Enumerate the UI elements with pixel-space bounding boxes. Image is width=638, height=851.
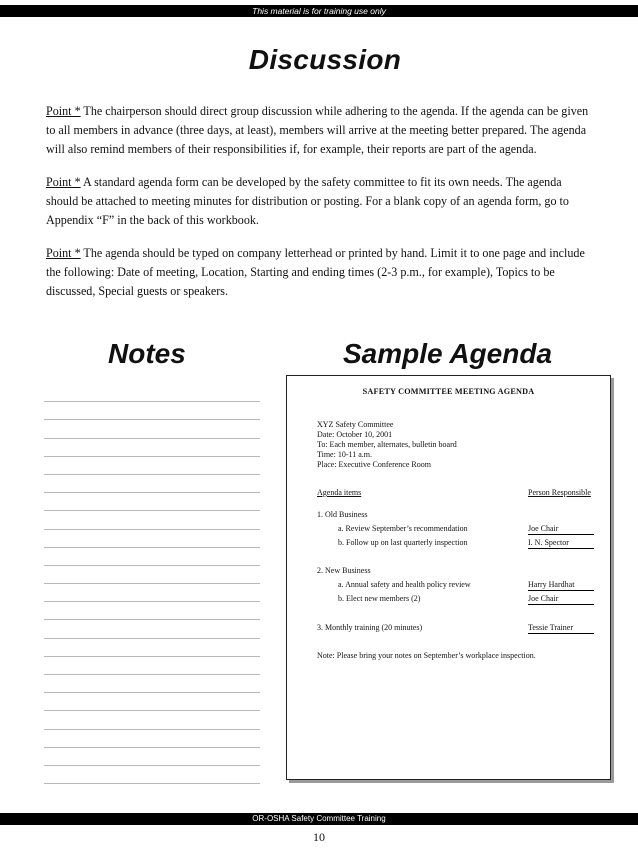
note-line [44,620,260,638]
note-line [44,657,260,675]
person-responsible-header: Person Responsible [528,488,591,497]
note-line [44,766,260,784]
sample-agenda-form [286,375,611,780]
agenda-note [317,651,594,661]
note-line [44,493,260,511]
note-line [44,711,260,729]
agenda-item [317,623,594,633]
agenda-subitem-label: a. Review September’s recommendation [338,524,468,533]
agenda-subitem-label: b. Follow up on last quarterly inspection [338,538,468,547]
responsible-person: Joe Chair [528,524,594,535]
page-number: 10 [313,830,325,844]
agenda-column-headers [317,488,594,498]
point-prefix: Point * [46,175,81,189]
note-line [44,530,260,548]
agenda-info-line: Time: 10-11 a.m. [317,450,372,459]
point-text: The chairperson should direct group discussion while adhering to the agenda. If the agenda can be given to all members in advance (three days, at least), members will arrive at the meeting better prepared. The agenda will also remind members of their responsibilities if, for example, their reports are part of the agenda. [46,104,589,156]
agenda-item-label: 2. New Business [317,566,371,575]
discussion-point [46,102,596,159]
agenda-form-title: SAFETY COMMITTEE MEETING AGENDA [362,387,535,396]
discussion-point [46,244,596,301]
discussion-point [46,173,596,230]
responsible-person: Tessie Trainer [528,623,594,634]
note-line [44,511,260,529]
agenda-info-line: Place: Executive Conference Room [317,460,431,469]
note-line [44,748,260,766]
note-line [44,420,260,438]
note-line [44,730,260,748]
note-line [44,439,260,457]
agenda-meeting-info [317,420,457,470]
note-line [44,639,260,657]
note-line [44,566,260,584]
top-banner [0,5,638,17]
agenda-item [317,566,594,576]
responsible-person: Harry Hardhat [528,580,594,591]
point-prefix: Point * [46,104,81,118]
point-text: A standard agenda form can be developed by the safety committee to fit its own needs. The agenda should be attached to meeting minutes for distribution or posting. For a blank copy of an agenda form, go to Appendix “F” in the back of this workbook. [46,175,569,227]
note-line [44,675,260,693]
responsible-person: I. N. Spector [528,538,594,549]
agenda-note-text: Note: Please bring your notes on September’s workplace inspection. [317,651,536,660]
page-title: Discussion [248,44,402,75]
sample-agenda-heading: Sample Agenda [343,338,553,369]
agenda-item [317,510,594,520]
agenda-item-label: 1. Old Business [317,510,368,519]
note-line [44,402,260,420]
responsible-person: Joe Chair [528,594,594,605]
footer-banner [0,813,638,825]
footer-banner-text: OR-OSHA Safety Committee Training [252,814,386,823]
agenda-subitem [317,580,594,590]
notes-lines [44,384,260,784]
notes-heading: Notes [108,338,186,369]
point-prefix: Point * [46,246,81,260]
point-text: The agenda should be typed on company letterhead or printed by hand. Limit it to one page and include the following: Date of meeting, Location, Starting and ending times (2-3 p.m., for example), Topics to be discussed, Special guests or speakers. [46,246,585,298]
agenda-item-label: 3. Monthly training (20 minutes) [317,623,423,632]
agenda-subitem-label: a. Annual safety and health policy review [338,580,471,589]
note-line [44,548,260,566]
agenda-info-line: Date: October 10, 2001 [317,430,393,439]
note-line [44,602,260,620]
note-line [44,384,260,402]
agenda-subitem [317,524,594,534]
top-banner-text: This material is for training use only [252,6,386,16]
discussion-points [46,102,596,315]
note-line [44,584,260,602]
agenda-subitem [317,594,594,604]
note-line [44,475,260,493]
agenda-info-line: XYZ Safety Committee [317,420,394,429]
note-line [44,457,260,475]
agenda-subitem-label: b. Elect new members (2) [338,594,421,603]
agenda-items-header: Agenda items [317,488,362,497]
agenda-subitem [317,538,594,548]
agenda-info-line: To: Each member, alternates, bulletin board [317,440,457,449]
note-line [44,693,260,711]
